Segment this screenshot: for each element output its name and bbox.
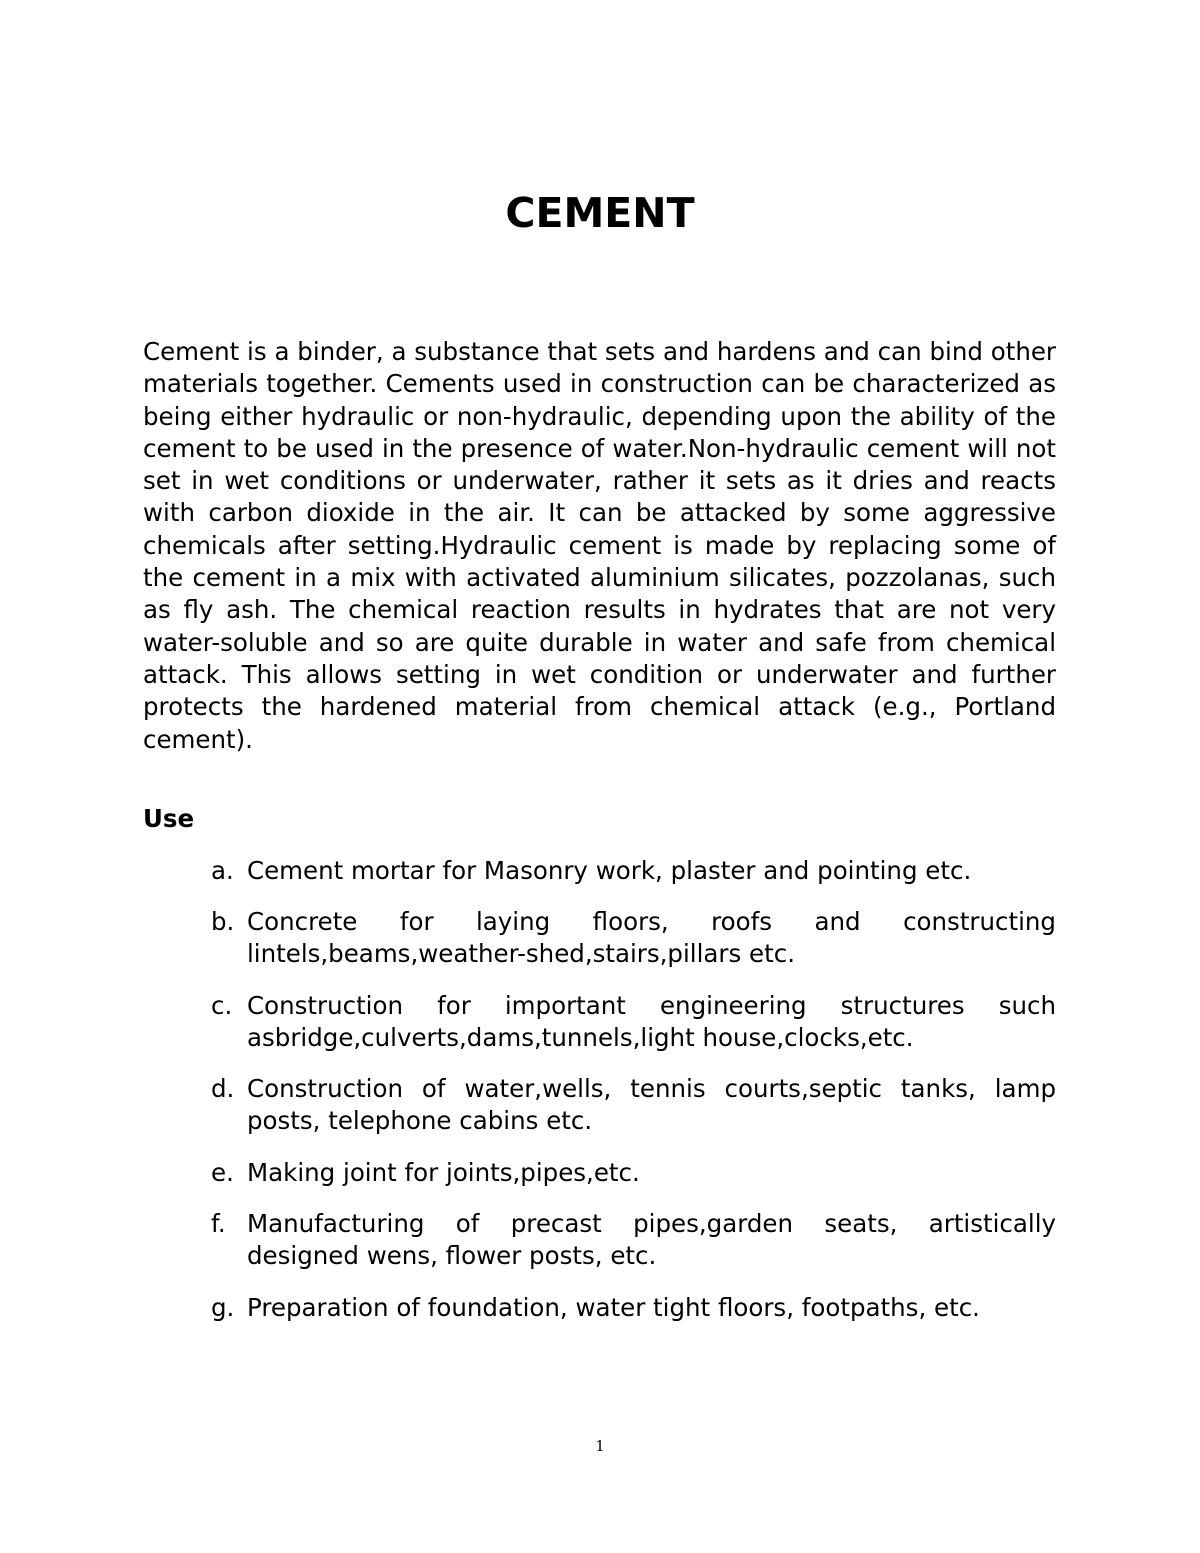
use-item-text: Preparation of foundation, water tight floors, footpaths, etc. xyxy=(247,1293,980,1322)
use-item-marker: g. xyxy=(211,1293,235,1322)
use-list-item xyxy=(211,1292,1056,1324)
use-item-text: Construction of water,wells, tennis courts,septic tanks, lamp posts, telephone cabins etc. xyxy=(247,1074,1056,1136)
use-list-item xyxy=(211,990,1056,1055)
use-item-text: Cement mortar for Masonry work, plaster and pointing etc. xyxy=(247,856,972,885)
use-item-marker: b. xyxy=(211,907,235,936)
page-number: 1 xyxy=(595,1437,605,1455)
use-list-item xyxy=(211,1073,1056,1138)
use-list-item xyxy=(211,1157,1056,1189)
use-list-item xyxy=(211,906,1056,971)
use-heading: Use xyxy=(143,804,195,833)
use-item-text: Manufacturing of precast pipes,garden seats, artistically designed wens, flower posts, etc. xyxy=(247,1209,1056,1271)
intro-paragraph: Cement is a binder, a substance that sets and hardens and can bind other materials together. Cements used in construction can be characterized as being either hydraulic or non-hydraulic, depending upon the ability of the cement to be used in the presence of water.Non-hydraulic cement will not set in wet conditions or underwater, rather it sets as it dries and reacts with carbon dioxide in the air. It can be attacked by some aggressive chemicals after setting.Hydraulic cement is made by replacing some of the cement in a mix with activated aluminium silicates, pozzolanas, such as fly ash. The chemical reaction results in hydrates that are not very water-soluble and so are quite durable in water and safe from chemical attack. This allows setting in wet condition or underwater and further protects the hardened material from chemical attack (e.g., Portland cement). xyxy=(143,337,1056,754)
use-item-marker: c. xyxy=(211,991,233,1020)
document-title: CEMENT xyxy=(505,189,695,237)
use-item-marker: f. xyxy=(211,1209,226,1238)
use-item-marker: a. xyxy=(211,856,234,885)
use-list-item xyxy=(211,855,1056,887)
use-list-item xyxy=(211,1208,1056,1273)
use-item-text: Making joint for joints,pipes,etc. xyxy=(247,1158,640,1187)
use-item-text: Concrete for laying floors, roofs and constructing lintels,beams,weather-shed,stairs,pillars etc. xyxy=(247,907,1056,969)
use-item-text: Construction for important engineering structures such asbridge,culverts,dams,tunnels,light house,clocks,etc. xyxy=(247,991,1056,1053)
use-item-marker: e. xyxy=(211,1158,234,1187)
use-item-marker: d. xyxy=(211,1074,235,1103)
